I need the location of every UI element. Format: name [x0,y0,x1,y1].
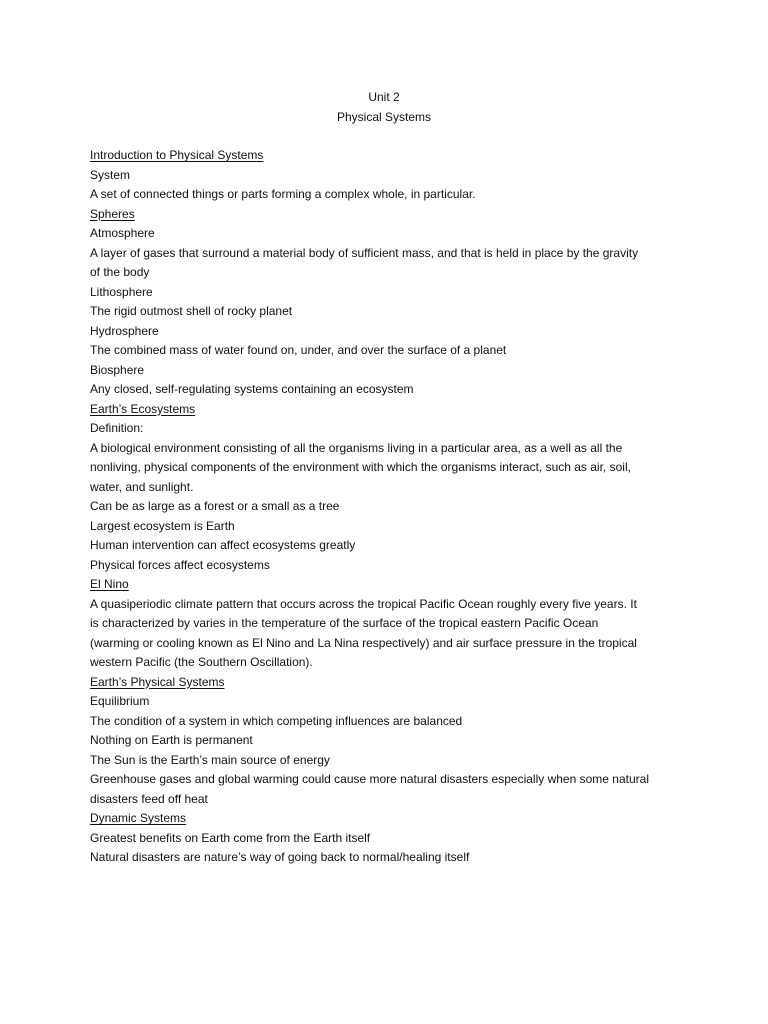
document-body [90,146,682,868]
section-heading-physical-systems: Earth’s Physical Systems [90,674,225,689]
section-heading-spheres: Spheres [90,206,135,221]
definition-ecosystem-line3: water, and sunlight. [90,479,194,494]
physical-systems-point-line2: disasters feed off heat [90,791,208,806]
term-system: System [90,167,131,182]
definition-ecosystem-line1: A biological environment consisting of all the organisms living in a particular area, as a well as all the [90,440,623,455]
section-heading-dynamic-systems: Dynamic Systems [90,811,187,825]
term-equilibrium: Equilibrium [90,694,150,708]
definition-biosphere: Any closed, self-regulating systems containing an ecosystem [90,382,414,396]
ecosystem-point: Physical forces affect ecosystems [90,557,270,572]
section-heading-el-nino: El Nino [90,577,129,591]
document-title: Physical Systems [336,109,432,124]
definition-ecosystem-line2: nonliving, physical components of the environment with which the organisms interact, such as air, soil, [90,460,631,474]
ecosystem-point: Can be as large as a forest or a small as a tree [90,499,340,513]
term-biosphere: Biosphere [90,362,145,377]
ecosystem-point: Human intervention can affect ecosystems greatly [90,538,356,552]
term-hydrosphere: Hydrosphere [90,323,159,338]
definition-hydrosphere: The combined mass of water found on, under, and over the surface of a planet [90,343,507,357]
definition-lithosphere: The rigid outmost shell of rocky planet [90,304,293,318]
el-nino-text-line2: is characterized by varies in the temperature of the surface of the tropical eastern Pacific Ocean [90,616,599,630]
definition-label: Definition: [90,421,144,435]
el-nino-text-line1: A quasiperiodic climate pattern that occurs across the tropical Pacific Ocean roughly every five years. It [90,596,637,611]
ecosystem-point: Largest ecosystem is Earth [90,518,235,533]
physical-systems-point: Nothing on Earth is permanent [90,733,253,747]
physical-systems-point: The Sun is the Earth’s main source of energy [90,752,330,767]
term-atmosphere: Atmosphere [90,226,155,240]
section-heading-introduction: Introduction to Physical Systems [90,148,264,162]
el-nino-text-line4: western Pacific (the Southern Oscillation). [90,655,313,669]
section-heading-ecosystems: Earth’s Ecosystems [90,401,196,416]
dynamic-systems-point: Greatest benefits on Earth come from the Earth itself [90,830,371,845]
definition-atmosphere-line1: A layer of gases that surround a material body of sufficient mass, and that is held in place by the gravity [90,245,639,260]
physical-systems-point-line1: Greenhouse gases and global warming could cause more natural disasters especially when some natural [90,772,649,786]
term-lithosphere: Lithosphere [90,284,153,299]
dynamic-systems-point: Natural disasters are nature’s way of going back to normal/healing itself [90,850,470,864]
definition-atmosphere-line2: of the body [90,265,150,279]
definition-equilibrium: The condition of a system in which competing influences are balanced [90,713,463,728]
unit-title: Unit 2 [368,90,400,104]
el-nino-text-line3: (warming or cooling known as El Nino and La Nina respectively) and air surface pressure in the tropical [90,635,637,650]
definition-system: A set of connected things or parts forming a complex whole, in particular. [90,187,476,201]
